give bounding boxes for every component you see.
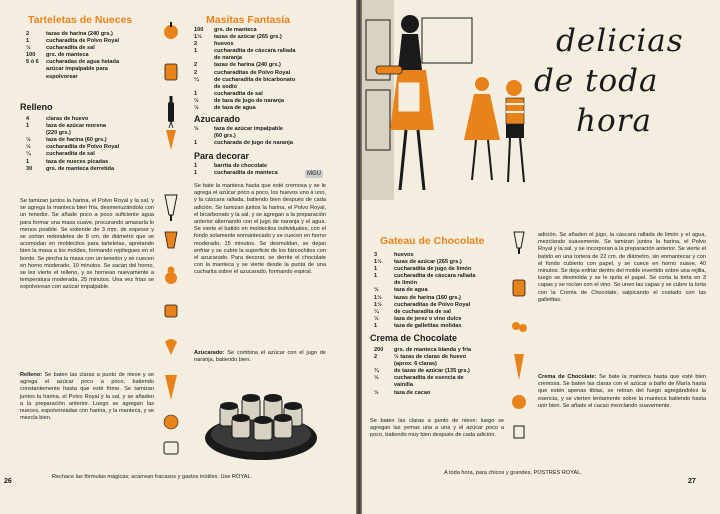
list-item: 100 grs. de manteca bbox=[194, 27, 257, 33]
list-item: 100 grs. de manteca bbox=[26, 52, 89, 59]
cherries-icon bbox=[512, 322, 527, 332]
headline-line-2: de toda bbox=[534, 63, 659, 99]
list-item: 5 ó 6 cucharadas de agua helada bbox=[26, 59, 120, 66]
relleno-method: Relleno: Se baten las claras a punto de nieve y se agrega el azúcar poco a poco, batiendo constantemente hasta que esté firme. Se tamizan juntos la harina, el Polvo Royal y la sal, y se añaden a la preparación anterior. Luego se agregan las nueces, espolvoreadas con harina, y la manteca, y se mezcla bien. bbox=[20, 372, 154, 422]
food-icons-column bbox=[160, 20, 182, 460]
right-footer: A toda hora, para chicos y grandes, POSTRES ROYAL. bbox=[444, 470, 582, 476]
knife-icon bbox=[514, 426, 524, 438]
list-item: ½ cucharadita de Polvo Royal bbox=[26, 144, 120, 151]
list-item: ¼ de cucharadita de bicarbonato bbox=[194, 76, 296, 83]
left-page bbox=[0, 0, 356, 514]
carrot-icon bbox=[165, 375, 177, 400]
decorar-heading: Para decorar bbox=[194, 151, 250, 161]
list-item: espolvorear bbox=[46, 73, 78, 80]
right-page bbox=[362, 0, 720, 514]
crema-ingredients bbox=[374, 347, 471, 397]
list-item: 200 grs. de manteca blanda y fría bbox=[374, 347, 472, 353]
list-item: 1 cucharadita de sal bbox=[194, 90, 263, 97]
list-item: 1½ cucharaditas de Polvo Royal bbox=[374, 301, 471, 308]
apple-icon bbox=[164, 415, 178, 429]
azucarado-method: Azucarado: Se combina el azúcar con el jugo de naranja, batiendo bien. bbox=[194, 350, 326, 364]
list-item: ½ taza de jerez o vino dulce bbox=[374, 315, 462, 322]
list-item: (220 grs.) bbox=[46, 130, 71, 137]
page-number: 26 bbox=[4, 478, 12, 485]
list-item: 1½ tazas de harina (160 grs.) bbox=[374, 294, 461, 301]
list-item: 1 cucharadita de cáscara rallada bbox=[374, 273, 476, 280]
azucarado-heading: Azucarado bbox=[194, 114, 241, 124]
page-number: 27 bbox=[688, 478, 696, 485]
list-item: azúcar impalpable para bbox=[46, 66, 108, 73]
cupcakes-plate-illustration bbox=[202, 372, 320, 464]
list-item: 2 huevos bbox=[194, 41, 234, 48]
carrot-icon bbox=[166, 122, 176, 150]
glass-icon bbox=[165, 232, 177, 248]
list-item: ¼ de cucharadita de sal bbox=[374, 308, 451, 315]
masitas-title: Masitas Fantasía bbox=[206, 14, 291, 26]
list-item: 1 barrita de chocolate bbox=[194, 163, 268, 169]
list-item: 4 claras de huevo bbox=[26, 116, 89, 122]
apple-icon bbox=[512, 395, 526, 409]
list-item: 1½ tazas de azúcar (265 grs.) bbox=[374, 259, 462, 266]
list-item: ½ cucharadita de esencia de bbox=[374, 375, 464, 382]
list-item: 2 tazas de harina (240 grs.) bbox=[194, 62, 281, 69]
list-item: 1 cucharadita de cáscara rallada bbox=[194, 48, 296, 55]
strawberry-icon bbox=[165, 339, 177, 355]
list-item: ½ taza de azúcar impalpable bbox=[194, 126, 284, 132]
relleno-ingredients bbox=[26, 116, 119, 173]
list-item: (aprox. 6 claras) bbox=[394, 361, 437, 368]
list-item: de sodio bbox=[214, 83, 237, 90]
list-item: de limón bbox=[394, 280, 417, 287]
gateau-ingredients bbox=[374, 252, 475, 330]
gateau-title: Gateau de Chocolate bbox=[380, 235, 485, 247]
tarteletas-method: Se tamizan juntos la harina, el Polvo Royal y la sal, y se agrega la manteca bien fría, desmenuzándola con un tenedor. Se añade poco a poco suficiente agua para formar una masa suave, procurando amasarla lo menos posible. Se extiende de 3 mm. de espesor y se cortan redondeles de 8 cm. de diámetro que se acomodan en moldecitos para tarteletas, apretando bien la masa a los moldes, formando repliegues en el borde. Se pincha la masa con un tenedor y se cuecen en horno moderado, 10 minutos. Se sacan del horno, se les vierte el relleno, y se hornean nuevamente a temperatura moderada, 25 minutos. Una vez frías se espolvorean con azúcar impalpable. bbox=[20, 198, 154, 291]
list-item: ½ de taza de agua bbox=[194, 105, 256, 112]
list-item: ½ cucharadita de sal bbox=[26, 45, 95, 52]
list-item: 3 huevos bbox=[374, 252, 414, 258]
list-item: 1 cucharadita de Polvo Royal bbox=[26, 38, 120, 45]
tarteletas-ingredients bbox=[26, 31, 119, 81]
list-item: ¼ cucharadita de sal bbox=[26, 151, 95, 158]
pot-icon bbox=[164, 442, 178, 454]
masitas-method: Se bate la manteca hasta que esté cremosa y se le agrega el azúcar poco a poco, los huevos uno a uno, y la cáscara rallada, batiendo bien después de cada adición. Se tamizan juntos la harina, el Polvo Royal, el bicarbonato y la sal, y se agregan a la preparación anterior alternando con el jugo de naranja y el agua. Se vierte el batido en moldecitos individuales, con el fondo solamente enmantecado y se cuecen en horno moderado, 15 minutos. Se desmoldan, se dejan enfriar y se cubre la superficie de los bizcochitos con el azucarado. Para decorar, se derrite el chocolate con la manteca y se vierte desde la punta de una cucharita sobre el azucarado, formando espiral. bbox=[194, 183, 326, 276]
jar-icon bbox=[165, 64, 177, 80]
gateau-method: adición. Se añaden el jugo, la cáscara rallada de limón y el agua, mezclando suavemente. Se tamizan juntos la harina, el Polvo Royal y la sal, y se incorporan a la preparación anterior. Se vierte el batido en una tortera de 22 cm. de diámetro, sin enmantecar y con el fondo cubierto con papel, y se cuece en horno suave, 40 minutos. Se deja enfriar dentro del molde invertido sobre una rejilla, luego se desmolda y se le quita el papel. Se corta la torta en 3 capas y se rocían con el vino. Se unen las capas y se cubre la torta con la Crema de Chocolate, salpicando el costado con las galletitas. bbox=[538, 232, 706, 303]
bottle-icon bbox=[168, 96, 174, 122]
carrot-icon bbox=[514, 354, 524, 380]
list-item: 1 cucharadita de jugo de limón bbox=[374, 266, 472, 273]
list-item: ½ taza de harina (60 grs.) bbox=[26, 137, 107, 144]
watermark-tag: MGU bbox=[307, 171, 321, 177]
list-item: 1½ tazas de azúcar (265 grs.) bbox=[194, 34, 282, 41]
list-item: 1 taza de azúcar morena bbox=[26, 123, 107, 130]
decorar-ingredients bbox=[194, 163, 278, 177]
list-item: de naranja bbox=[214, 55, 242, 62]
list-item: 1 taza de nueces picadas bbox=[26, 158, 109, 165]
list-item: 2 tazas de harina (240 grs.) bbox=[26, 31, 113, 37]
list-item: 2 cucharaditas de Polvo Royal bbox=[194, 69, 291, 76]
list-item: vainilla bbox=[394, 382, 413, 389]
list-item: (60 grs.) bbox=[214, 133, 236, 140]
fruit-icon bbox=[164, 22, 178, 39]
pear-icon bbox=[165, 267, 177, 285]
list-item: 1 taza de galletitas molidas bbox=[374, 322, 462, 329]
relleno-heading: Relleno bbox=[20, 102, 53, 112]
list-item: 30 grs. de manteca derretida bbox=[26, 165, 115, 172]
food-icons-column-right bbox=[508, 230, 530, 450]
crema-method: Crema de Chocolate: Se bate la manteca hasta que esté bien cremosa. Se baten las claras con el azúcar a baño de María hasta que estén apenas tibias, se retiran del fuego agregándoles la esencia, y se vierten lentamente sobre la manteca batiendo hasta unir bien. Se añade el cacao mezclando suavemente. bbox=[538, 374, 706, 409]
azucarado-ingredients bbox=[194, 126, 293, 147]
headline-line-1: delicias bbox=[556, 23, 684, 59]
crema-heading: Crema de Chocolate bbox=[370, 333, 458, 343]
jar-icon bbox=[513, 280, 525, 296]
list-item: ½ de taza de jugo de naranja bbox=[194, 97, 284, 104]
family-kitchen-illustration bbox=[362, 0, 562, 210]
list-item: ½ taza de cacao bbox=[374, 389, 431, 396]
tarteletas-title: Tarteletas de Nueces bbox=[28, 14, 133, 26]
headline-line-3: hora bbox=[576, 103, 652, 139]
gateau-method-start: Se baten las claras a punto de nieve; luego se agregan las yemas una a una y el azúcar poco a poco, batiendo muy bien después de cada adición. bbox=[370, 418, 504, 439]
masitas-ingredients bbox=[194, 27, 295, 112]
list-item: 1 cucharada de jugo de naranja bbox=[194, 140, 293, 147]
list-item: ¾ de tazas de azúcar (135 grs.) bbox=[374, 368, 470, 375]
list-item: 1 cucharadita de manteca bbox=[194, 170, 278, 177]
glass-icon bbox=[165, 195, 177, 221]
list-item: 2 ½ tazas de claras de huevo bbox=[374, 354, 467, 361]
wine-glass-icon bbox=[514, 232, 524, 254]
left-footer: Rechace las fórmulas mágicas; acarrean fracasos y gastos inútiles. Use ROYAL. bbox=[52, 474, 253, 480]
list-item: ½ taza de agua bbox=[374, 287, 428, 294]
cup-icon bbox=[165, 305, 177, 317]
